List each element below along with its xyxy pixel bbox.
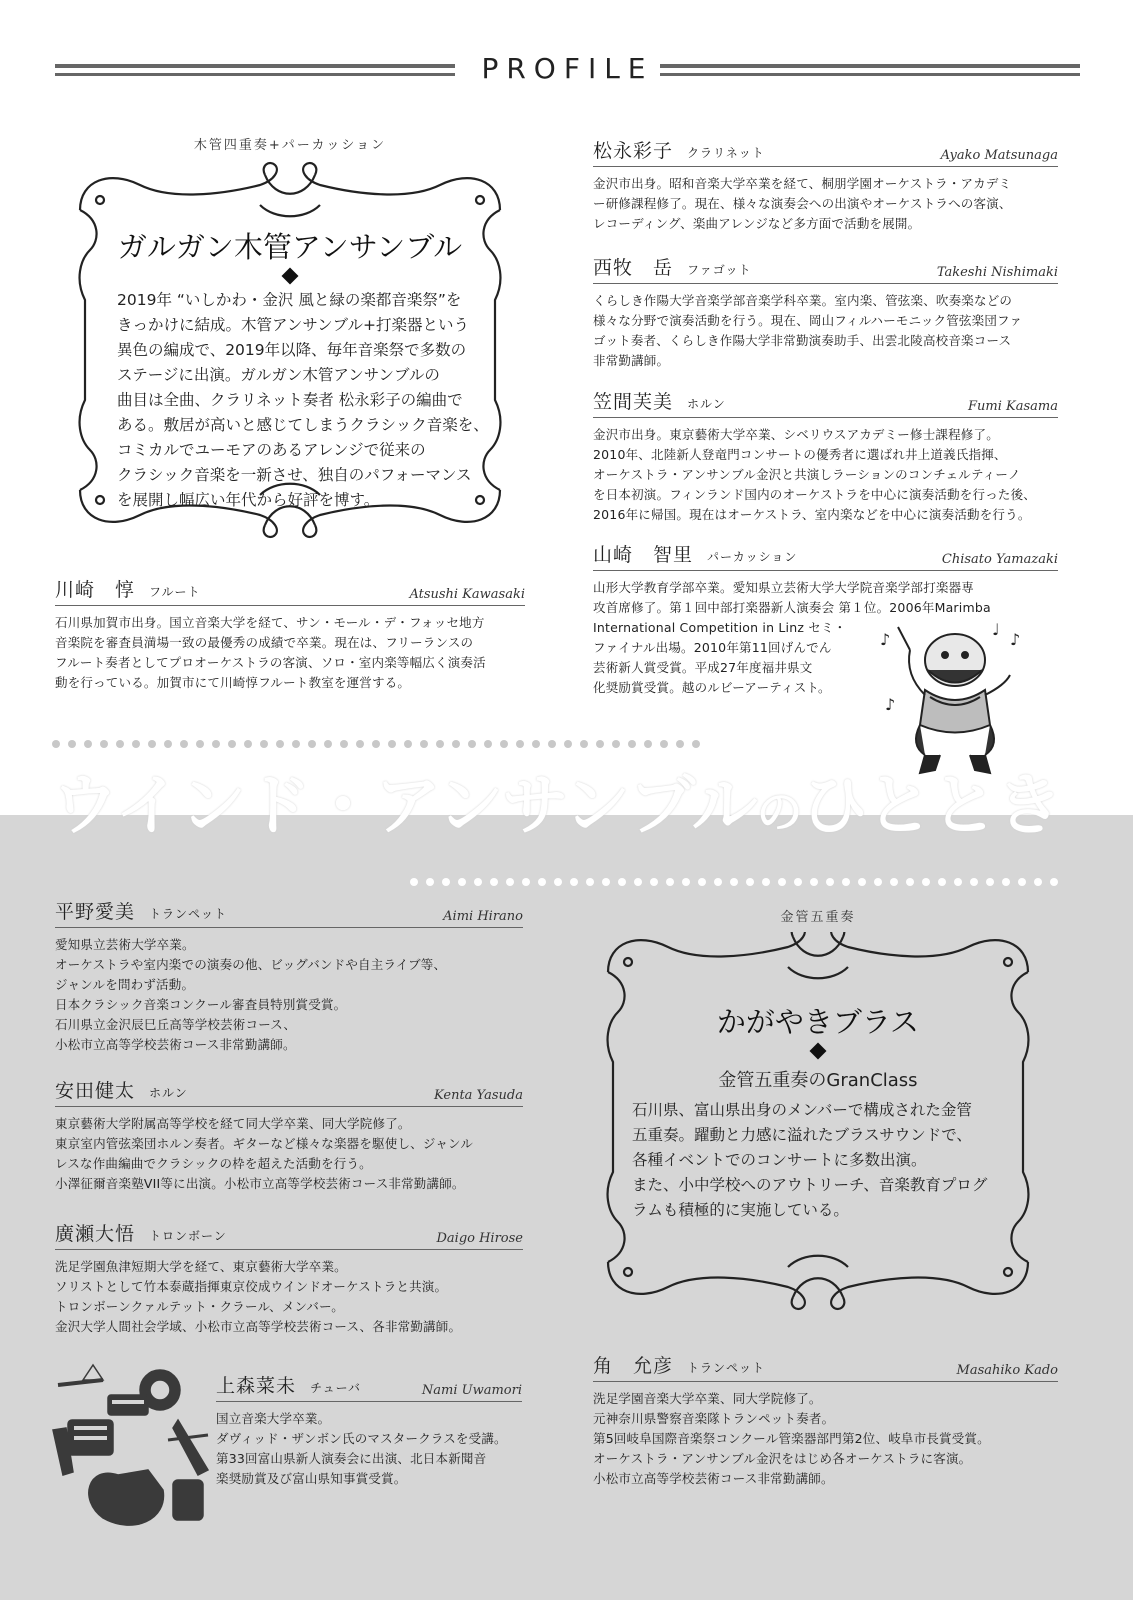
- member-instrument: トランペット: [149, 907, 228, 921]
- member-kado: [593, 1352, 1058, 1489]
- kagayaki-ensemble-box: [598, 902, 1038, 1342]
- bio-line: 金沢市出身。東京藝術大学卒業、シベリウスアカデミー修士課程修了。: [593, 427, 999, 442]
- bio-line: を展開し幅広い年代から好評を博す。: [117, 491, 380, 509]
- member-instrument: ホルン: [687, 397, 726, 411]
- dotted-line-bottom: [408, 876, 1058, 888]
- member-instrument: ファゴット: [687, 263, 752, 277]
- member-name: 廣瀬大悟: [55, 1223, 136, 1245]
- bio-line: 山形大学教育学部卒業。愛知県立芸術大学大学院音楽学部打楽器専: [593, 580, 975, 595]
- member-name: 上森菜未: [216, 1375, 297, 1397]
- page-title: PROFILE: [481, 52, 654, 85]
- member-name: 安田健太: [55, 1080, 136, 1102]
- member-instrument: チューバ: [310, 1381, 362, 1395]
- bio-line: 小澤征爾音楽塾VII等に出演。小松市立高等学校芸術コース非常勤講師。: [55, 1176, 465, 1191]
- member-block: [593, 137, 1058, 234]
- member-roman-name: Masahiko Kado: [956, 1363, 1058, 1378]
- bio-line: ある。敷居が高いと感じてしまうクラシック音楽を、: [117, 416, 489, 434]
- bio-line: フルート奏者としてプロオーケストラの客演、ソロ・室内楽等幅広く演奏活: [55, 655, 486, 670]
- bio-line: 芸術新人賞受賞。平成27年度福井県文: [593, 660, 813, 675]
- member-roman-name: Kenta Yasuda: [434, 1088, 523, 1103]
- bio-line: 動を行っている。加賀市にて川崎惇フルート教室を運営する。: [55, 675, 411, 690]
- bio-line: 攻首席修了。第１回中部打楽器新人演奏会 第１位。2006年Marimba: [593, 600, 991, 615]
- garugan-category: 木管四重奏+パーカッション: [193, 138, 387, 153]
- kagayaki-category: 金管五重奏: [780, 910, 856, 925]
- bio-line: 第5回岐阜国際音楽祭コンクール管楽器部門第2位、岐阜市長賞受賞。: [593, 1431, 990, 1446]
- bio-line: ー研修課程修了。現在、様々な演奏会への出演やオーケストラへの客演、: [593, 196, 1012, 211]
- member-instrument: トロンボーン: [149, 1229, 227, 1243]
- bio-line: 東京藝術大学附属高等学校を経て同大学卒業、同大学院修了。: [55, 1116, 411, 1131]
- member-block: [593, 388, 1058, 525]
- bio-line: ラムも積極的に実施している。: [632, 1201, 849, 1219]
- member-name: 川崎 惇: [55, 579, 136, 601]
- bio-line: くらしき作陽大学音楽学部音楽学科卒業。室内楽、管弦楽、吹奏楽などの: [593, 293, 1013, 308]
- kagayaki-subtitle: 金管五重奏のGranClass: [718, 1070, 918, 1091]
- bio-line: クラシック音楽を一新させ、独自のパフォーマンス: [117, 466, 472, 484]
- member-name: 平野愛美: [55, 901, 136, 923]
- bio-line: 石川県加賀市出身。国立音楽大学を経て、サン・モール・デ・フォッセ地方: [55, 615, 485, 630]
- member-name: 松永彩子: [593, 140, 674, 162]
- bio-line: 石川県立金沢辰巳丘高等学校芸術コース、: [55, 1017, 297, 1032]
- member-name: 西牧 岳: [593, 257, 674, 279]
- bio-line: 東京室内管弦楽団ホルン奏者。ギターなど様々な楽器を駆使し、ジャンル: [55, 1136, 474, 1151]
- bio-line: 2016年に帰国。現在はオーケストラ、室内楽などを中心に演奏活動を行う。: [593, 507, 1031, 522]
- member-name: 山崎 智里: [593, 544, 694, 566]
- garugan-ensemble-box: [70, 130, 510, 560]
- member-bio: [55, 1114, 523, 1194]
- member-instrument: フルート: [149, 585, 201, 599]
- bio-line: 小松市立高等学校芸術コース非常勤講師。: [55, 1037, 296, 1052]
- bio-line: 2019年 “いしかわ・金沢 風と緑の楽都音楽祭”を: [117, 291, 462, 309]
- bio-line: 小松市立高等学校芸術コース非常勤講師。: [593, 1471, 834, 1486]
- dotted-line-top: [50, 738, 700, 750]
- bio-line: 音楽院を審査員満場一致の最優秀の成績で卒業。現在は、フリーランスの: [55, 635, 474, 650]
- member-instrument: トランペット: [687, 1361, 766, 1375]
- bio-line: 金沢市出身。昭和音楽大学卒業を経て、桐朋学園オーケストラ・アカデミ: [593, 176, 1012, 191]
- bio-line: レスな作曲編曲でクラシックの枠を超えた活動を行う。: [55, 1156, 372, 1171]
- member-block: [55, 1077, 523, 1194]
- bio-line: 日本クラシック音楽コンクール審査員特別賞受賞。: [55, 997, 347, 1012]
- banner-title-end: ひととき: [801, 767, 1062, 844]
- kagayaki-title: かがやきブラス: [716, 1005, 920, 1039]
- member-block: [55, 898, 523, 1055]
- member-bio: [55, 613, 525, 693]
- bio-line: きっかけに結成。木管アンサンブル+打楽器という: [117, 316, 469, 334]
- bio-line: 曲目は全曲、クラリネット奏者 松永彩子の編曲で: [117, 391, 463, 409]
- bio-line: を日本初演。フィンランド国内のオーケストラを中心に演奏活動を行った後、: [593, 487, 1037, 502]
- bio-line: 2010年、北陸新人登竜門コンサートの優秀者に選ばれ井上道義氏指揮、: [593, 447, 1007, 462]
- member-bio: [593, 1389, 1058, 1489]
- member-roman-name: Chisato Yamazaki: [941, 552, 1058, 567]
- member-bio: [55, 935, 523, 1055]
- member-name: 角 允彦: [593, 1355, 674, 1377]
- header-rule-right: [660, 64, 1080, 78]
- bio-line: オーケストラ・アンサンブル金沢と共演しラーションのコンチェルティーノ: [593, 467, 1021, 482]
- bio-line: 洗足学園音楽大学卒業、同大学院修了。: [593, 1391, 822, 1406]
- bio-line: トロンボーンクァルテット・クラール、メンバー。: [55, 1299, 344, 1314]
- svg-text:♩: ♩: [992, 620, 1000, 639]
- member-bio: [216, 1409, 522, 1489]
- bio-line: International Competition in Linz セミ・: [593, 620, 847, 635]
- bio-line: 第33回富山県新人演奏会に出演、北日本新聞音: [216, 1451, 487, 1466]
- member-block: [55, 1220, 523, 1337]
- bio-line: 金沢大学人間社会学域、小松市立高等学校芸術コース、各非常勤講師。: [55, 1319, 462, 1334]
- bio-line: 楽奨励賞及び富山県知事賞受賞。: [216, 1471, 407, 1486]
- member-roman-name: Ayako Matsunaga: [940, 148, 1058, 163]
- bio-line: オーケストラ・アンサンブル金沢をはじめ各オーケストラに客演。: [593, 1451, 972, 1466]
- bio-line: 国立音楽大学卒業。: [216, 1411, 331, 1426]
- member-roman-name: Aimi Hirano: [443, 909, 523, 924]
- banner-title-main: ウインド・アンサンブル: [52, 767, 757, 844]
- bio-line: ゴット奏者、くらしき作陽大学非常勤演奏助手、出雲北陵高校音楽コース: [593, 333, 1012, 348]
- member-instrument: ホルン: [149, 1086, 188, 1100]
- banner-title-no: の: [756, 785, 802, 839]
- header-rule-left: [55, 64, 455, 78]
- member-instrument: パーカッション: [707, 550, 798, 564]
- bio-line: ダヴィッド・ザンボン氏のマスタークラスを受講。: [216, 1431, 507, 1446]
- member-instrument: クラリネット: [687, 146, 765, 160]
- member-bio: [55, 1257, 523, 1337]
- bio-line: ステージに出演。ガルガン木管アンサンブルの: [117, 366, 440, 384]
- member-bio: [593, 174, 1058, 234]
- bio-line: オーケストラや室内楽での演奏の他、ビッグバンドや自主ライブ等、: [55, 957, 447, 972]
- bio-line: また、小中学校へのアウトリーチ、音楽教育プログ: [632, 1176, 988, 1194]
- member-uwamori: [216, 1372, 522, 1489]
- member-roman-name: Nami Uwamori: [421, 1383, 522, 1398]
- bio-line: レコーディング、楽曲アレンジなど多方面で活動を展開。: [593, 216, 921, 231]
- bio-line: 異色の編成で、2019年以降、毎年音楽祭で多数の: [117, 341, 467, 359]
- kagayaki-description: [632, 1098, 987, 1223]
- member-roman-name: Atsushi Kawasaki: [409, 587, 525, 602]
- member-roman-name: Takeshi Nishimaki: [936, 265, 1058, 280]
- member-block: [593, 254, 1058, 371]
- bio-line: 愛知県立芸術大学卒業。: [55, 937, 195, 952]
- bio-line: ファイナル出場。2010年第11回げんでん: [593, 640, 832, 655]
- member-bio: [593, 291, 1058, 371]
- banner-title: [52, 752, 1061, 847]
- bio-line: 様々な分野で演奏活動を行う。現在、岡山フィルハーモニック管弦楽団ファ: [593, 313, 1023, 328]
- svg-text:♪: ♪: [885, 695, 896, 714]
- garugan-title: ガルガン木管アンサンブル: [117, 230, 463, 264]
- bio-line: 化奨励賞受賞。越のルビーアーティスト。: [593, 680, 831, 695]
- bio-line: ジャンルを問わず活動。: [55, 977, 195, 992]
- bio-line: 非常勤講師。: [593, 353, 670, 368]
- bio-line: 五重奏。躍動と力感に溢れたブラスサウンドで、: [632, 1126, 972, 1144]
- bio-line: コミカルでユーモアのあるアレンジで従来の: [117, 441, 426, 459]
- bio-line: 洗足学園魚津短期大学を経て、東京藝術大学卒業。: [55, 1259, 347, 1274]
- member-name: 笠間芙美: [593, 391, 674, 413]
- member-roman-name: Fumi Kasama: [968, 399, 1058, 414]
- bio-line: 石川県、富山県出身のメンバーで構成された金管: [632, 1101, 972, 1119]
- svg-text:♪: ♪: [880, 630, 891, 649]
- member-bio: [593, 425, 1058, 525]
- garugan-description: [117, 288, 489, 513]
- member-roman-name: Daigo Hirose: [436, 1231, 523, 1246]
- instruments-illustration-icon: [48, 1360, 213, 1535]
- member-kawasaki: [55, 576, 525, 693]
- bio-line: 各種イベントでのコンサートに多数出演。: [632, 1151, 927, 1169]
- bio-line: ソリストとして竹本泰蔵指揮東京佼成ウインドオーケストラと共演。: [55, 1279, 448, 1294]
- svg-text:♪: ♪: [1010, 630, 1021, 649]
- bio-line: 元神奈川県警察音楽隊トランペット奏者。: [593, 1411, 835, 1426]
